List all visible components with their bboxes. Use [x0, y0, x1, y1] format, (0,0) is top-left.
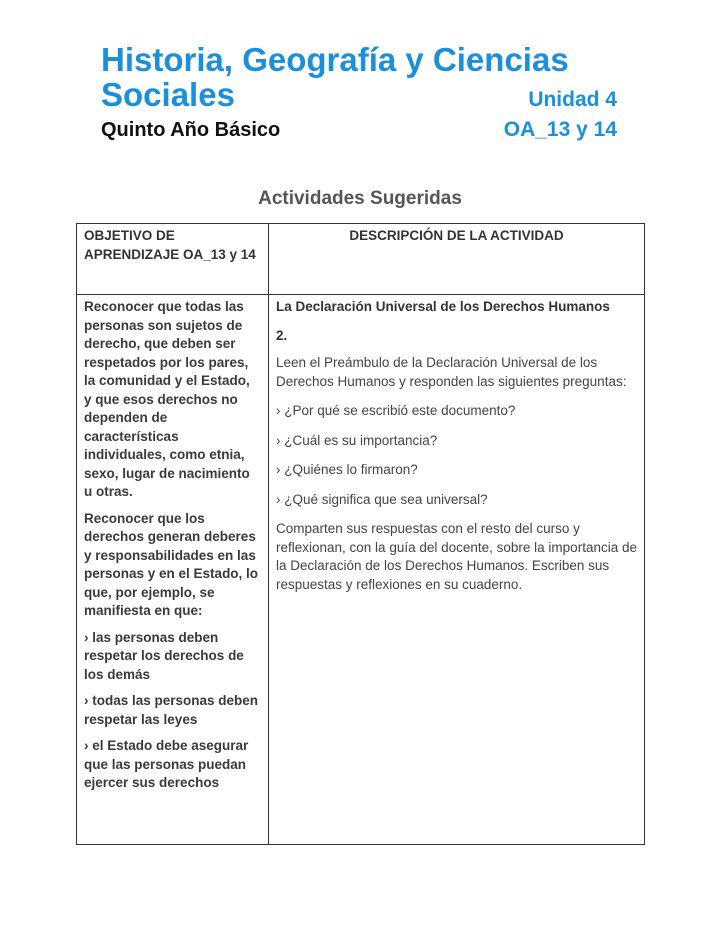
subject-unit-row	[101, 78, 617, 117]
activity-description-cell	[269, 295, 645, 845]
activity-number: 2.	[276, 327, 288, 343]
objectives-cell	[77, 295, 269, 845]
subject-title: Historia, Geografía y Ciencias	[101, 41, 569, 78]
objective-text: Reconocer que todas las personas son sujetos de derecho, que deben ser respetados por los pares, la comunidad y el Estado, y que esos derechos no dependen de características individuales, como etnia, sexo, lugar de nacimiento u otras.	[84, 299, 250, 499]
activity-question: › ¿Quiénes lo firmaron?	[276, 462, 418, 477]
activity-question: › ¿Por qué se escribió este documento?	[276, 403, 516, 418]
objective-bullet: › todas las personas deben respetar las leyes	[84, 693, 259, 727]
subject-title-continued: Sociales	[101, 76, 235, 113]
grade-oa-row	[101, 117, 617, 143]
activity-question: › ¿Cuál es su importancia?	[276, 432, 438, 448]
activity-closing: Comparten sus respuestas con el resto del curso y reflexionan, con la guía del docente, sobre la importancia de la Declaración de los Derechos Humanos. Escriben sus respuestas y reflexiones en su cuaderno.	[276, 521, 637, 592]
activity-title: La Declaración Universal de los Derechos Humanos	[276, 299, 610, 314]
oa-label: OA_13 y 14	[503, 118, 617, 141]
table-row	[77, 295, 645, 845]
objective-column-header: OBJETIVO DE APRENDIZAJE OA_13 y 14	[77, 224, 269, 295]
activity-intro: Leen el Preámbulo de la Declaración Universal de los Derechos Humanos y responden las siguientes preguntas:	[276, 355, 627, 389]
section-title: Actividades Sugeridas	[258, 188, 462, 209]
description-column-header: DESCRIPCIÓN DE LA ACTIVIDAD	[269, 224, 645, 295]
activity-question: › ¿Qué significa que sea universal?	[276, 491, 488, 507]
unit-label: Unidad 4	[528, 88, 617, 111]
table-header-row	[77, 224, 645, 295]
objective-text: Reconocer que los derechos generan deberes y responsabilidades en las personas y en el Estado, lo que, por ejemplo, se manifiesta en que:	[84, 510, 259, 618]
activities-table	[76, 223, 645, 845]
objective-bullet: › el Estado debe asegurar que las personas puedan ejercer sus derechos	[84, 738, 249, 790]
document-header	[101, 42, 617, 143]
objective-bullet: › las personas deben respetar los derechos de los demás	[84, 629, 244, 682]
grade-label: Quinto Año Básico	[101, 119, 281, 141]
